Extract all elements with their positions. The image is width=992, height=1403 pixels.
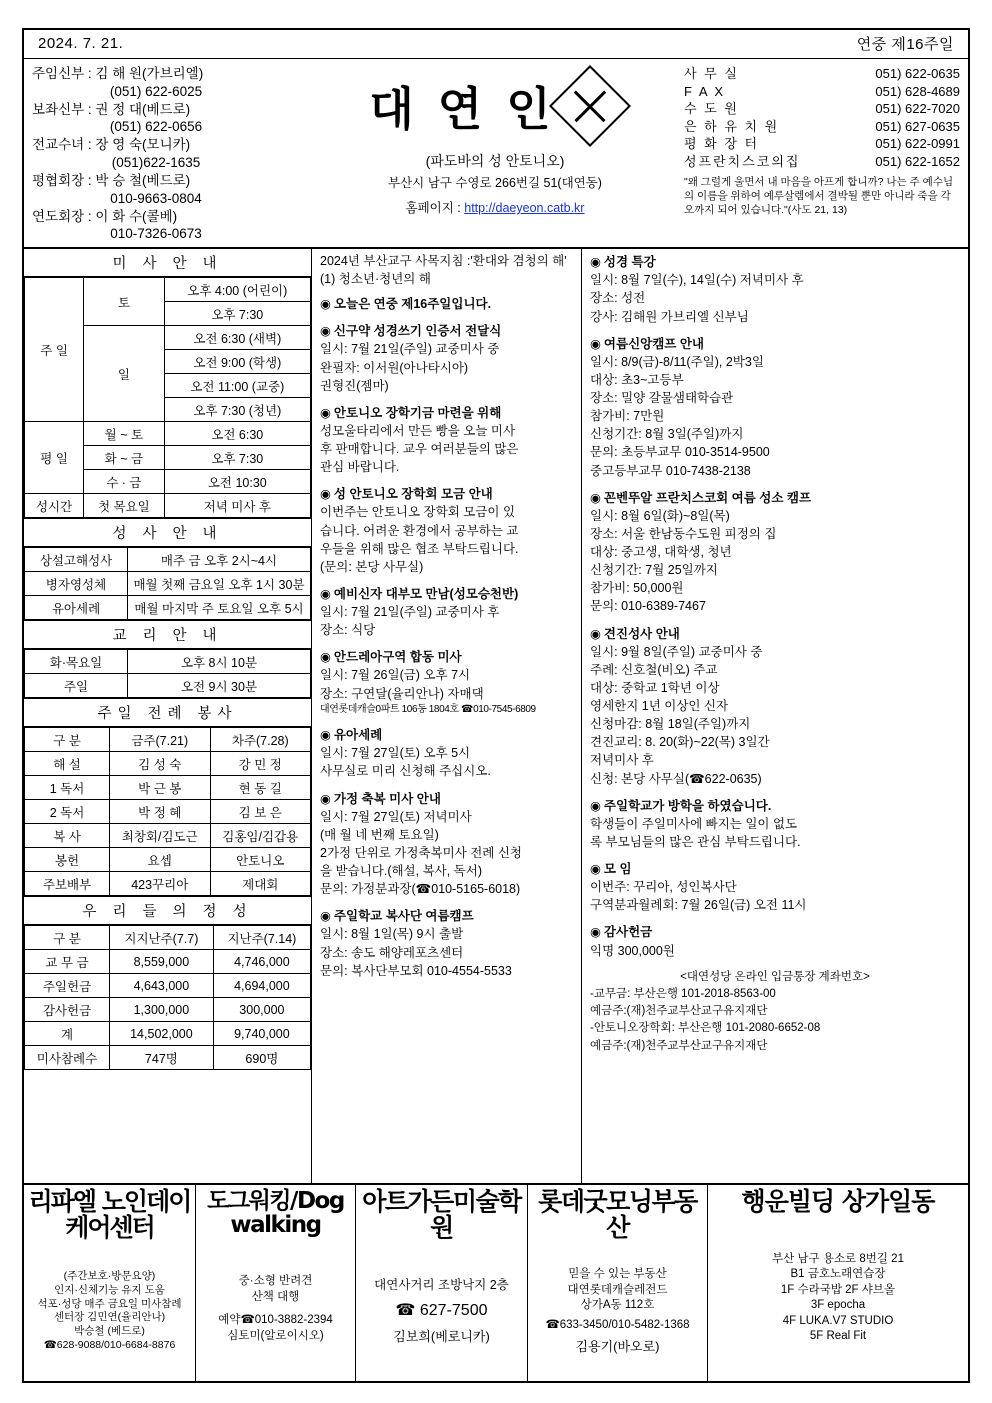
table-row [25, 848, 311, 872]
contact-label: 사 무 실 [684, 66, 739, 81]
announcement-line: 록 부모님들의 많은 관심 부탁드립니다. [590, 834, 801, 849]
sacrament-time: 매월 첫째 금요일 오후 1시 30분 [128, 572, 311, 596]
announcement-line: 강사: 김해원 가브리엘 신부님 [590, 309, 749, 324]
contact-list [678, 59, 968, 247]
ad-line: 박승철 (베드로) [74, 1324, 145, 1337]
doctrine-time: 오전 9시 30분 [128, 674, 311, 698]
contact-label: 성프란치스코의집 [684, 153, 801, 169]
contact-row [684, 100, 960, 118]
bank-account-heading: <대연성당 온라인 입금통장 계좌번호> [680, 970, 870, 983]
announcement-line: 대상: 초3~고등부 [590, 372, 684, 387]
announcement-title: ◉ 모 임 [590, 862, 632, 876]
announcement-line: 주례: 신호철(비오) 주교 [590, 662, 718, 677]
ad-line: 센터장 김민연(율리안나) [53, 1311, 166, 1324]
announcement-line: 2가정 단위로 가정축복미사 전례 신청 [320, 845, 522, 860]
announcement-line: 장소: 성전 [590, 291, 646, 306]
ad-line: (주간보호·방문요양) [63, 1270, 156, 1283]
sacrament-heading: 성 사 안 내 [24, 518, 311, 547]
offering-prev2: 14,502,000 [110, 1022, 214, 1046]
announcement-item [320, 907, 575, 980]
announcement-line: 습니다. 어려운 환경에서 공부하는 교 [320, 523, 519, 538]
bullet-icon: ◉ [320, 909, 331, 924]
service-role: 1 독서 [25, 776, 110, 800]
announcement-line: (매 월 네 번째 토요일) [320, 827, 439, 842]
offering-prev1: 4,746,000 [213, 950, 310, 974]
table-row [25, 278, 311, 302]
offering-prev2: 1,300,000 [110, 998, 214, 1022]
table-row [25, 1046, 311, 1070]
announcement-line: (문의: 본당 사무실) [320, 559, 424, 574]
announcements-column-2 [582, 249, 968, 1183]
doctrine-heading: 교 리 안 내 [24, 620, 311, 649]
announcement-line: 익명 300,000원 [590, 943, 675, 958]
staff-role: 평협회장 : 박 승 철(베드로) [32, 172, 191, 188]
ad-line: 3F epocha [810, 1299, 866, 1312]
announcement-line: 견진교리: 8. 20(화)~22(목) 3일간 [590, 735, 770, 750]
announcement-line: 후 판매합니다. 교우 여러분들의 많은 [320, 442, 519, 456]
announcement-line: 을 받습니다.(해설, 복사, 독서) [320, 864, 482, 878]
column-header: 지지난주(7.7) [110, 926, 214, 950]
announcement-subline: 대연롯데캐슬0파트 106동 1804호 ☎010-7545-6809 [320, 703, 536, 715]
mass-schedule-heading: 미 사 안 내 [24, 249, 311, 277]
mass-group: 성시간 [25, 494, 84, 518]
mass-time: 저녁 미사 후 [164, 494, 310, 518]
parish-address: 부산시 남구 수영로 266번길 51(대연동) [388, 176, 602, 190]
staff-phone: (051) 622-6025 [109, 83, 203, 99]
announcement-line: 이번주는 안토니오 장학회 모금이 있 [320, 505, 516, 520]
column-header: 금주(7.21) [110, 728, 211, 752]
announcement-line: 장소: 구연달(율리안나) 자매댁 [320, 686, 484, 701]
homepage-label: 홈페이지 : [405, 201, 461, 215]
announcement-title: ◉ 주일학교 복사단 여름캠프 [320, 909, 474, 924]
announcement-line: 일시: 9월 8일(주일) 교중미사 중 [590, 644, 763, 659]
issue-date: 2024. 7. 21. [38, 35, 124, 52]
ad-line: 중·소형 반려견 [238, 1275, 313, 1288]
contact-row [684, 135, 960, 153]
mass-day: 월 ~ 토 [84, 422, 164, 446]
column-header: 구 분 [25, 728, 110, 752]
contact-row [684, 83, 960, 101]
pastoral-guideline: 2024년 부산교구 사목지침 :'환대와 겸청의 해' (1) 청소년·청년의 해 [320, 254, 567, 286]
service-next-week: 김홍임/김갑용 [210, 824, 311, 848]
offering-heading: 우 리 들 의 정 성 [24, 896, 311, 925]
announcement-line: 일시: 8월 7일(수), 14일(수) 저녁미사 후 [590, 273, 804, 288]
service-next-week: 제대회 [210, 872, 311, 896]
table-row [25, 800, 311, 824]
announcement-item [320, 790, 575, 899]
service-next-week: 현 동 길 [210, 776, 311, 800]
ad-body [199, 1241, 352, 1377]
ad-line: 대연사거리 조방낙지 2층 [374, 1278, 509, 1293]
table-row [25, 596, 311, 620]
staff-role: 보좌신부 : 권 정 대(베드로) [32, 101, 191, 117]
offering-type: 감사헌금 [25, 998, 110, 1022]
doctrine-table [24, 649, 311, 698]
scripture-quote: "왜 그럴게 울면서 내 마음을 아프게 합니까? 나는 주 예수님의 이름을 위하여 예루살렘에서 결박될 뿐만 아니라 죽을 각오까지 되어 있습니다."(사도 21, 13) [684, 176, 954, 216]
service-next-week: 안토니오 [210, 848, 311, 872]
ad-body [359, 1246, 524, 1378]
announcement-line: 장소: 서울 한남동수도원 피정의 집 [590, 526, 777, 541]
ad-title: 도그워킹/Dog walking [207, 1188, 344, 1239]
announcement-line: 일시: 7월 26일(금) 오후 7시 [320, 668, 471, 683]
sacrament-name: 상설고해성사 [25, 548, 128, 572]
mass-group: 평 일 [25, 422, 84, 494]
contact-row [684, 118, 960, 136]
homepage-link[interactable]: http://daeyeon.catb.kr [464, 201, 585, 215]
offering-type: 미사참례수 [25, 1046, 110, 1070]
bank-account-line: -교무금: 부산은행 101-2018-8563-00 [590, 987, 776, 1000]
offering-table [24, 925, 311, 1070]
ad-line: ☎ 627-7500 [395, 1302, 488, 1320]
service-role: 봉헌 [25, 848, 110, 872]
table-row [25, 572, 311, 596]
column-header: 차주(7.28) [210, 728, 311, 752]
ad-body [27, 1246, 192, 1378]
advertisement-strip [24, 1183, 968, 1381]
announcement-line: 장소: 송도 해양레포츠센터 [320, 945, 464, 960]
announcement-line: 완필자: 이서원(아나타시아) [320, 360, 469, 375]
parish-identity [312, 59, 678, 247]
announcement-line: 문의: 010-6389-7467 [590, 599, 706, 614]
service-this-week: 423꾸리아 [110, 872, 211, 896]
bulletin-sheet [22, 28, 970, 1383]
contact-label: 수 도 원 [684, 101, 739, 117]
patron-saint: (파도바의 성 안토니오) [425, 153, 565, 169]
offering-prev1: 9,740,000 [213, 1022, 310, 1046]
mass-day: 수 · 금 [84, 470, 164, 494]
bullet-icon: ◉ [590, 798, 601, 813]
announcement-title: ◉ 견진성사 안내 [590, 626, 680, 641]
announcement-title: ◉ 주일학교가 방학을 하였습니다. [590, 798, 772, 813]
service-role: 주보배부 [25, 872, 110, 896]
offering-prev1: 690명 [213, 1046, 310, 1070]
announcement-line: 일시: 7월 27일(토) 저녁미사 [320, 809, 472, 824]
table-header-row [25, 728, 311, 752]
contact-value: 051) 622-1652 [875, 153, 960, 169]
mass-group: 주 일 [25, 278, 84, 422]
announcement-item [590, 797, 960, 851]
contact-row [684, 153, 960, 171]
table-row [25, 776, 311, 800]
announcement-line: 성모울타리에서 만든 빵을 오늘 미사 [320, 423, 516, 438]
ad-line: 심토미(알로이시오) [227, 1329, 324, 1342]
sacrament-time: 매월 마지막 주 토요일 오후 5시 [128, 596, 311, 620]
ad-line: 산책 대행 [251, 1290, 300, 1303]
ad-line: 5F Real Fit [809, 1330, 867, 1343]
announcement-line: 문의: 가정분과장(☎010-5165-6018) [320, 882, 521, 897]
ad-line: 석포·성당 매주 금요일 미사참례 [37, 1297, 182, 1310]
announcement-line: 일시: 7월 27일(토) 오후 5시 [320, 746, 471, 761]
offering-prev2: 8,559,000 [110, 950, 214, 974]
table-row [25, 950, 311, 974]
announcement-title: ◉ 오늘은 연중 제16주일입니다. [320, 297, 492, 312]
bullet-icon: ◉ [320, 487, 331, 502]
announcement-item [590, 923, 960, 959]
ad-title: 리파엘 노인데이케어센터 [28, 1187, 191, 1243]
announcement-title: ◉ 가정 축복 미사 안내 [320, 791, 441, 806]
offering-prev2: 4,643,000 [110, 974, 214, 998]
mass-time: 오전 6:30 [164, 422, 310, 446]
contact-value: 051) 627-0635 [875, 118, 960, 134]
announcement-title: ◉ 성경 특강 [590, 255, 656, 270]
ad-card [528, 1185, 708, 1381]
column-header: 구 분 [25, 926, 110, 950]
table-row [25, 1022, 311, 1046]
service-table [24, 727, 311, 896]
service-this-week: 김 성 숙 [110, 752, 211, 776]
bullet-icon: ◉ [590, 862, 601, 876]
ad-line: 1F 수라국밥 2F 샤브올 [780, 1283, 896, 1296]
date-bar [24, 30, 968, 59]
service-this-week: 최창회/김도근 [110, 824, 211, 848]
table-row [25, 824, 311, 848]
offering-prev1: 300,000 [213, 998, 310, 1022]
announcement-line: 장소: 밀양 갈물샘태학습관 [590, 391, 734, 405]
announcement-item [320, 404, 575, 477]
service-heading: 주일 전례 봉사 [24, 698, 311, 727]
ad-title: 아트가든미술학원 [362, 1187, 521, 1243]
table-header-row [25, 926, 311, 950]
offering-prev1: 4,694,000 [213, 974, 310, 998]
contact-row [684, 65, 960, 83]
staff-phone: (051) 622-0656 [109, 119, 203, 135]
mass-day: 토 [84, 278, 164, 326]
ad-body [531, 1246, 704, 1378]
announcement-item [320, 322, 575, 395]
announcement-title: ◉ 성 안토니오 장학회 모금 안내 [320, 487, 493, 502]
announcement-line: 문의: 복사단부모회 010-4554-5533 [320, 963, 512, 978]
parish-logo [312, 63, 678, 149]
bank-account-line: 예금주:(재)천주교부산교구유지재단 [590, 1005, 768, 1018]
announcement-item [320, 485, 575, 576]
staff-list [24, 59, 312, 247]
ad-title: 롯데굿모닝부동산 [538, 1187, 697, 1243]
announcement-line: 신청기간: 8월 3일(주일)까지 [590, 427, 744, 442]
offering-prev2: 747명 [110, 1046, 214, 1070]
table-row [25, 752, 311, 776]
offering-type: 교 무 금 [25, 950, 110, 974]
announcement-line: 신청마감: 8월 18일(주일)까지 [590, 717, 751, 732]
table-row [25, 422, 311, 446]
offering-type: 주일헌금 [25, 974, 110, 998]
announcement-line: 참가비: 50,000원 [590, 581, 684, 596]
ad-line: 김용기(바오로) [575, 1338, 660, 1354]
bullet-icon: ◉ [320, 405, 331, 420]
announcement-title: ◉ 꼰벤뚜알 프란치스코회 여름 성소 캠프 [590, 490, 812, 505]
announcements-column-1 [312, 249, 582, 1183]
bank-account-block [590, 969, 960, 1055]
mass-time: 오후 4:00 (어린이) [164, 278, 310, 302]
announcement-line: 장소: 식당 [320, 623, 376, 638]
announcement-line: 저녁미사 후 [590, 753, 654, 768]
announcement-line: 학생들이 주일미사에 빠지는 일이 없도 [590, 816, 798, 831]
contact-value: 051) 628-4689 [875, 83, 960, 99]
announcement-title: ◉ 유아세례 [320, 728, 383, 743]
announcement-line: 사무실로 미리 신청해 주십시오. [320, 764, 491, 779]
parish-logo-text: 대 연 인 [369, 82, 555, 136]
announcement-item [590, 335, 960, 480]
ad-line: 대연롯데캐슬레전드 [567, 1283, 668, 1296]
ad-line: 4F LUKA.V7 STUDIO [782, 1314, 894, 1327]
ad-line: ☎633-3450/010-5482-1368 [545, 1318, 690, 1331]
masthead [24, 59, 968, 249]
bullet-icon: ◉ [320, 586, 331, 601]
announcement-line: 영세한지 1년 이상인 신자 [590, 699, 729, 713]
ad-card [356, 1185, 528, 1381]
announcement-title: ◉ 감사헌금 [590, 925, 653, 940]
announcement-line: 일시: 8월 6일(화)~8일(목) [590, 508, 730, 523]
ad-card [708, 1185, 968, 1381]
mass-time: 오전 6:30 (새벽) [164, 326, 310, 350]
announcement-title: ◉ 안토니오 장학기금 마련을 위해 [320, 405, 502, 420]
announcement-item [320, 585, 575, 639]
ad-line: 김보희(베로니카) [393, 1328, 490, 1344]
service-this-week: 요셉 [110, 848, 211, 872]
ad-line: 인지·신체기능 유지 도움 [54, 1283, 165, 1296]
doctrine-time: 오후 8시 10분 [128, 650, 311, 674]
staff-role: 주임신부 : 김 해 원(가브리엘) [32, 66, 204, 81]
mass-day: 일 [84, 326, 164, 422]
contact-value: 051) 622-0991 [875, 136, 960, 152]
mass-time: 오전 9:00 (학생) [164, 350, 310, 374]
offering-type: 계 [25, 1022, 110, 1046]
ad-line: 믿을 수 있는 부동산 [568, 1268, 667, 1281]
announcement-item [320, 295, 575, 313]
announcement-item [320, 726, 575, 780]
staff-role: 연도회장 : 이 화 수(콜베) [32, 208, 178, 224]
ad-line: 부산 남구 용소로 8번길 21 [772, 1252, 904, 1265]
table-row [25, 548, 311, 572]
bullet-icon: ◉ [320, 324, 331, 339]
cross-icon [549, 65, 631, 147]
staff-phone: 010-7326-0673 [110, 226, 202, 242]
announcement-line: 이번주: 꾸리아, 성인복사단 [590, 880, 737, 895]
table-row [25, 974, 311, 998]
announcement-line: 참가비: 7만원 [590, 409, 665, 424]
ad-card [24, 1185, 196, 1381]
announcement-line: 대상: 중학교 1학년 이상 [590, 680, 720, 695]
contact-label: 평 화 장 터 [684, 136, 760, 152]
contact-label: F A X [684, 83, 726, 99]
ad-title: 행운빌딩 상가일동 [741, 1187, 935, 1216]
sacrament-name: 병자영성체 [25, 572, 128, 596]
table-row [25, 494, 311, 518]
table-row [25, 650, 311, 674]
announcement-line: 중고등부교무 010-7438-2138 [590, 463, 751, 478]
ad-body [711, 1219, 965, 1377]
announcement-item [590, 489, 960, 616]
announcement-line: 일시: 8/9(금)-8/11(주일), 2박3일 [590, 354, 764, 369]
announcement-item [320, 648, 575, 717]
sacrament-time: 매주 금 오후 2시~4시 [128, 548, 311, 572]
mass-time: 오후 7:30 [164, 302, 310, 326]
announcement-title: ◉ 예비신자 대부모 만남(성모승천반) [320, 586, 519, 601]
column-header: 지난주(7.14) [213, 926, 310, 950]
doctrine-day: 주일 [25, 674, 128, 698]
announcement-line: 신청기간: 7월 25일까지 [590, 563, 718, 578]
body-area [24, 249, 968, 1183]
announcement-title: ◉ 여름신앙캠프 안내 [590, 336, 704, 351]
announcement-line: 일시: 7월 21일(주일) 교중미사 중 [320, 342, 500, 357]
announcement-line: 문의: 초등부교무 010-3514-9500 [590, 445, 770, 460]
bullet-icon: ◉ [590, 336, 601, 351]
schedule-column [24, 249, 312, 1183]
announcement-line: 관심 바랍니다. [320, 460, 400, 475]
announcement-line: 일시: 8월 1일(목) 9시 출발 [320, 927, 464, 942]
table-row [25, 872, 311, 896]
announcement-item [590, 860, 960, 914]
staff-phone: 010-9663-0804 [110, 190, 202, 206]
bullet-icon: ◉ [590, 255, 601, 270]
ad-line: ☎628-9088/010-6684-8876 [43, 1338, 176, 1351]
service-role: 해 설 [25, 752, 110, 776]
staff-role: 전교수녀 : 장 영 숙(모니카) [32, 137, 191, 153]
mass-time: 오후 7:30 (청년) [164, 398, 310, 422]
ad-card [196, 1185, 356, 1381]
announcement-line: 신청: 본당 사무실(☎622-0635) [590, 771, 762, 786]
bullet-icon: ◉ [590, 490, 601, 505]
announcement-line: 우들을 위해 많은 협조 부탁드립니다. [320, 541, 519, 556]
announcement-line: 구역분과월례회: 7월 26일(금) 오전 11시 [590, 898, 807, 913]
homepage-line [312, 198, 678, 216]
sacrament-table [24, 547, 311, 620]
doctrine-day: 화·목요일 [25, 650, 128, 674]
bank-account-line: 예금주:(재)천주교부산교구유지재단 [590, 1039, 768, 1052]
bank-account-line: -안토니오장학회: 부산은행 101-2080-6652-08 [590, 1022, 821, 1035]
bullet-icon: ◉ [320, 650, 331, 665]
service-next-week: 강 민 정 [210, 752, 311, 776]
contact-label: 은 하 유 치 원 [684, 118, 780, 134]
announcement-line: 대상: 중고생, 대학생, 청년 [590, 545, 732, 559]
table-row [25, 674, 311, 698]
bullet-icon: ◉ [590, 626, 601, 641]
contact-value: 051) 622-0635 [875, 66, 960, 81]
mass-time: 오후 7:30 [164, 446, 310, 470]
mass-day: 첫 목요일 [84, 494, 164, 518]
ad-line: B1 금호노래연습장 [790, 1268, 886, 1281]
mass-day: 화 ~ 금 [84, 446, 164, 470]
bullet-icon: ◉ [320, 728, 331, 743]
ad-line: 상가A동 112호 [580, 1299, 655, 1312]
bullet-icon: ◉ [320, 297, 331, 312]
announcement-line: 일시: 7월 21일(주일) 교중미사 후 [320, 605, 500, 619]
staff-phone: (051)622-1635 [111, 155, 201, 171]
service-role: 2 독서 [25, 800, 110, 824]
mass-time: 오전 11:00 (교중) [164, 374, 310, 398]
announcement-item [590, 625, 960, 788]
contact-value: 051) 622-7020 [875, 101, 960, 117]
sacrament-name: 유아세례 [25, 596, 128, 620]
liturgical-day: 연중 제16주일 [856, 36, 954, 53]
service-this-week: 박 근 봉 [110, 776, 211, 800]
mass-time: 오전 10:30 [164, 470, 310, 494]
service-next-week: 김 보 은 [210, 800, 311, 824]
service-this-week: 박 정 혜 [110, 800, 211, 824]
announcement-title: ◉ 신구약 성경쓰기 인증서 전달식 [320, 324, 502, 339]
announcement-item [590, 253, 960, 326]
table-row [25, 998, 311, 1022]
announcement-title: ◉ 안드레아구역 합동 미사 [320, 650, 462, 665]
announcement-line: 권형진(젬마) [320, 378, 389, 393]
mass-schedule-table [24, 277, 311, 518]
bullet-icon: ◉ [320, 791, 331, 806]
service-role: 복 사 [25, 824, 110, 848]
ad-line: 예약☎010-3882-2394 [218, 1314, 333, 1327]
bullet-icon: ◉ [590, 925, 601, 940]
